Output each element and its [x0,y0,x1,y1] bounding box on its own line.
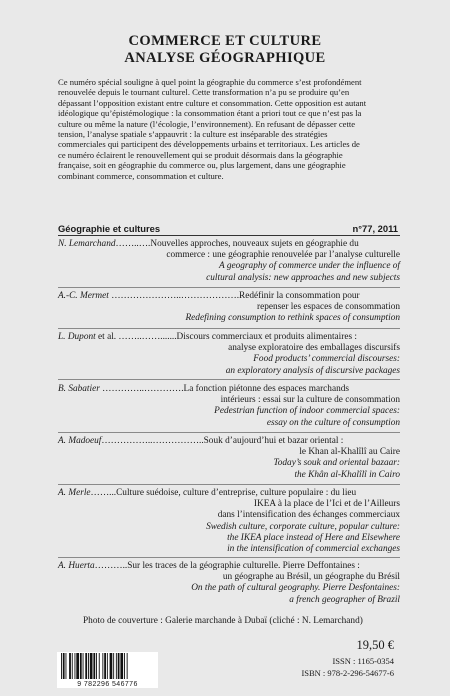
price: 19,50 € [356,638,394,652]
entry-title-line: et al. ……..…….......Discours commerciaux et produits alimentaires : [95,332,358,342]
entry-title-line: IKEA à la place de l’Ici et de l’Ailleurs [253,499,400,510]
entry-title-line: dans l’intensification des échanges commerciaux [217,510,400,521]
barcode-bar [63,653,65,679]
entry-english-title: On the path of cultural geography. Pierre Desfontaines: [191,583,400,594]
barcode-bar [76,653,79,679]
entry-title-line: ……..….Nouvelles approches, nouveaux sujets en géographie du [115,239,359,249]
barcode-bar [110,653,113,679]
entry-title-line: analyse exploratoire des emballages discursifs [228,343,400,354]
entry-title-line: repenser les espaces de consommation [256,302,400,313]
intro-line: culture ou même la nature (l’écologie, l’environnement). En refusant de dépasser cette [58,118,356,129]
entry-english-title: Redefining consumption to rethink spaces of consumption [185,313,400,324]
barcode-bar [66,653,67,679]
entry-english-title: an exploratory analysis of discursive packages [225,365,400,376]
entry-author: B. Sabatier [58,384,100,394]
barcode-bar [83,653,84,679]
intro-line: combinant commerce, consommation et culture. [58,170,224,181]
barcode-bar [102,653,103,679]
entry-title-line: un géographe au Brésil, un géographe du Brésil [222,572,400,583]
entry-title-line: ……...Culture suédoise, culture d’entreprise, culture populaire : du lieu [90,488,357,498]
photo-credit: Photo de couverture : Galerie marchande à Dubaï (cliché : N. Lemarchand) [83,616,363,626]
barcode [57,652,158,688]
entry-title-line: le Khan al-Khalîlî au Caire [299,447,400,458]
entry-english-title: a french geographer of Brazil [289,594,400,605]
barcode-bar [85,653,87,679]
intro-line: tension, l’analyse spatiale s’appauvrit : la culture est inséparable des stratégies [58,129,328,140]
barcode-bar [88,653,89,679]
intro-paragraph [58,77,398,181]
barcode-bar [104,653,106,679]
entry-english-title: the Khân al-Khalîlî in Cairo [294,469,400,480]
intro-line: renouvelée depuis le tournant culturel. Cette transformation n’a pu se produire qu’en [58,87,350,98]
isbn: ISBN : 978-2-296-54677-6 [301,668,394,678]
divider [58,557,400,558]
divider [58,484,400,485]
intro-line: commerciales qui participent des développements urbains et territoriaux. Les articles de [58,139,360,150]
entry-author: N. Lemarchand [58,239,116,249]
toc-entry [58,436,400,481]
divider [58,432,400,433]
issn: ISSN : 1165-0354 [332,656,394,666]
barcode-bar [99,653,100,679]
entry-title-line: ……………..……………..Souk d’aujourd’hui et bazar oriental : [101,436,344,446]
toc-entry [58,239,400,284]
barcode-bar [69,653,71,679]
entry-title-line: commerce : une géographie renouvelée par l’analyse culturelle [166,250,400,261]
toc-entry [58,561,400,606]
entry-title-line: …………………..……………….Redéfinir la consommation pour [108,291,360,301]
barcode-bars [57,652,158,680]
barcode-bar [90,653,93,679]
entry-title-line: ………..Sur les traces de la géographie culturelle. Pierre Deffontaines : [94,561,360,571]
barcode-bar [120,653,123,679]
barcode-bar [118,653,120,679]
barcode-bar [72,653,73,679]
toc-entry [58,488,400,555]
intro-line: ce numéro éclairent le renouvellement qui se produit désormais dans la géographie [58,149,343,160]
entry-author: A. Madoeuf [58,436,102,446]
entry-english-title: Food products’ commercial discourses: [253,354,400,365]
barcode-bar [107,653,108,679]
title-line-1: COMMERCE ET CULTURE [128,33,322,49]
intro-line: Ce numéro spécial souligne à quel point la géographie du commerce s’est profondément [58,77,362,87]
barcode-bar [113,653,114,679]
entry-english-title: Today’s souk and oriental bazaar: [273,458,400,469]
series-header [58,223,400,236]
divider [58,287,400,288]
entry-title-line: intérieurs : essai sur la culture de consommation [220,395,400,406]
entry-english-title: essay on the culture of consumption [266,417,400,428]
divider [58,379,400,380]
entry-english-title: Pedestrian function of indoor commercial spaces: [214,406,400,417]
entry-english-title: Swedish culture, corporate culture, popular culture: [206,521,400,532]
entry-author: A. Merle [58,488,91,498]
entry-english-title: A geography of commerce under the influence of [219,261,400,272]
toc-entry [58,384,400,429]
divider [58,328,400,329]
entry-author: L. Dupont [58,332,96,342]
barcode-bar [116,653,117,679]
barcode-bar [127,653,128,679]
title-line-2: ANALYSE GÉOGRAPHIQUE [124,50,326,66]
barcode-bar [96,653,97,679]
entry-author: A. Huerta [58,561,95,571]
entry-title-line: …………..………….La fonction piétonne des espaces marchands [99,384,349,394]
barcode-bar [61,653,62,679]
intro-line: idéologique qu’épistémologique : la consommation étant a priori tout ce que n’est pas la [58,108,362,119]
barcode-bar [93,653,95,679]
toc-entry [58,332,400,377]
entry-english-title: in the intensification of commercial exchanges [227,544,400,555]
barcode-number: 9 782296 546776 [77,681,138,688]
entry-english-title: the IKEA place instead of Here and Elsewhere [227,532,400,543]
intro-line: française, soit en géographie du commerce ou, plus largement, dans une géographie [58,160,346,171]
barcode-bar [75,653,76,679]
entry-english-title: cultural analysis: new approaches and new subjects [206,272,400,283]
toc-entry [58,291,400,325]
barcode-bar [124,653,125,679]
entry-author: A.-C. Mermet [58,291,109,301]
barcode-bar [80,653,82,679]
issue-number: n°77, 2011 [352,223,398,234]
series-name: Géographie et cultures [58,223,161,234]
intro-line: dépassant l’opposition existant entre culture et consommation. Cette opposition est autant [58,97,367,108]
